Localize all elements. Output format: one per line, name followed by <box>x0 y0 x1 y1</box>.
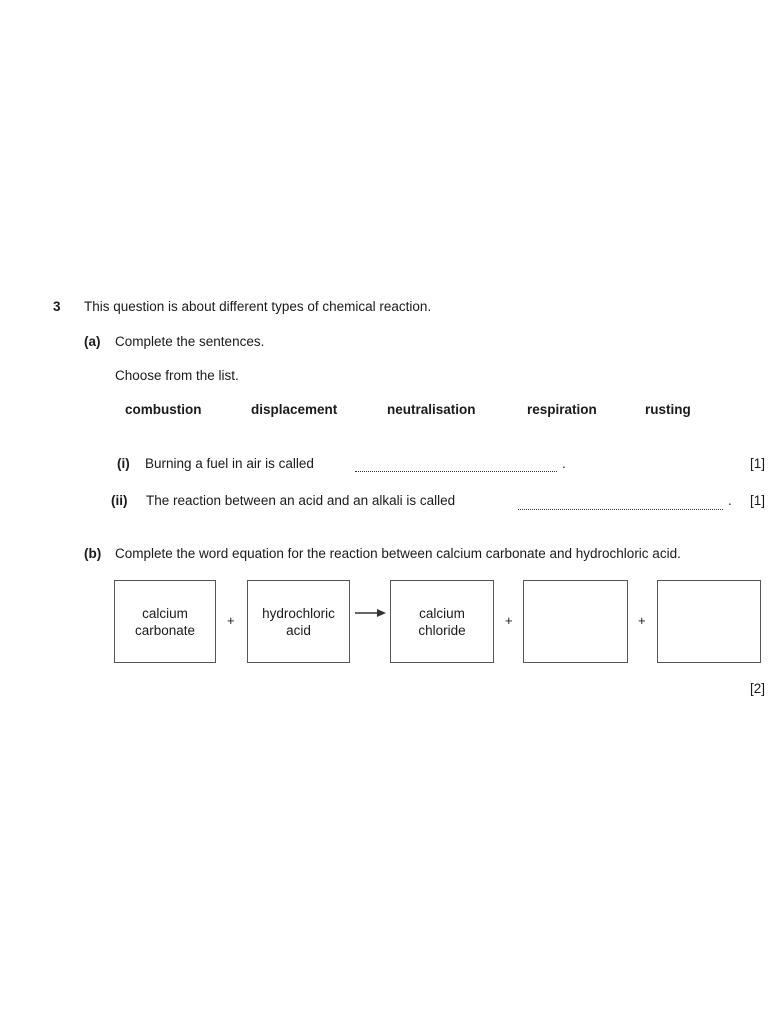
part-a-instruction: Complete the sentences. <box>115 334 265 349</box>
item-ii-label: (ii) <box>111 493 128 508</box>
box-line: chloride <box>418 622 466 638</box>
reactant-box-hydrochloric-acid <box>247 580 350 663</box>
word-combustion: combustion <box>125 402 202 417</box>
plus-sign: + <box>505 613 513 628</box>
item-i-label: (i) <box>117 456 130 471</box>
word-respiration: respiration <box>527 402 597 417</box>
reaction-arrow-icon <box>355 607 387 619</box>
item-ii-marks: [1] <box>750 493 766 508</box>
product-answer-box-2[interactable] <box>657 580 761 663</box>
product-box-calcium-chloride <box>390 580 494 663</box>
item-ii-answer-line[interactable] <box>518 509 723 510</box>
box-line: acid <box>286 622 311 638</box>
part-b-marks: [2] <box>750 681 766 696</box>
item-i-answer-line[interactable] <box>355 471 557 472</box>
part-b-label: (b) <box>84 546 102 561</box>
word-rusting: rusting <box>645 402 691 417</box>
item-i-marks: [1] <box>750 456 766 471</box>
item-ii-end: . <box>728 493 732 508</box>
box-line: calcium <box>419 605 465 621</box>
part-b-instruction: Complete the word equation for the reaction between calcium carbonate and hydrochloric acid. <box>115 546 681 561</box>
part-a-label: (a) <box>84 334 101 349</box>
box-line: hydrochloric <box>262 605 335 621</box>
item-ii-text: The reaction between an acid and an alkali is called <box>146 493 456 508</box>
item-i-end: . <box>562 456 566 471</box>
box-line: calcium <box>142 605 188 621</box>
plus-sign: + <box>638 613 646 628</box>
word-displacement: displacement <box>251 402 338 417</box>
product-answer-box-1[interactable] <box>523 580 628 663</box>
question-number: 3 <box>53 299 61 314</box>
reactant-box-calcium-carbonate <box>114 580 216 663</box>
item-i-text: Burning a fuel in air is called <box>145 456 314 471</box>
plus-sign: + <box>227 613 235 628</box>
box-line: carbonate <box>134 622 196 638</box>
choose-text: Choose from the list. <box>115 368 239 383</box>
question-stem: This question is about different types of chemical reaction. <box>84 299 432 314</box>
word-neutralisation: neutralisation <box>387 402 476 417</box>
